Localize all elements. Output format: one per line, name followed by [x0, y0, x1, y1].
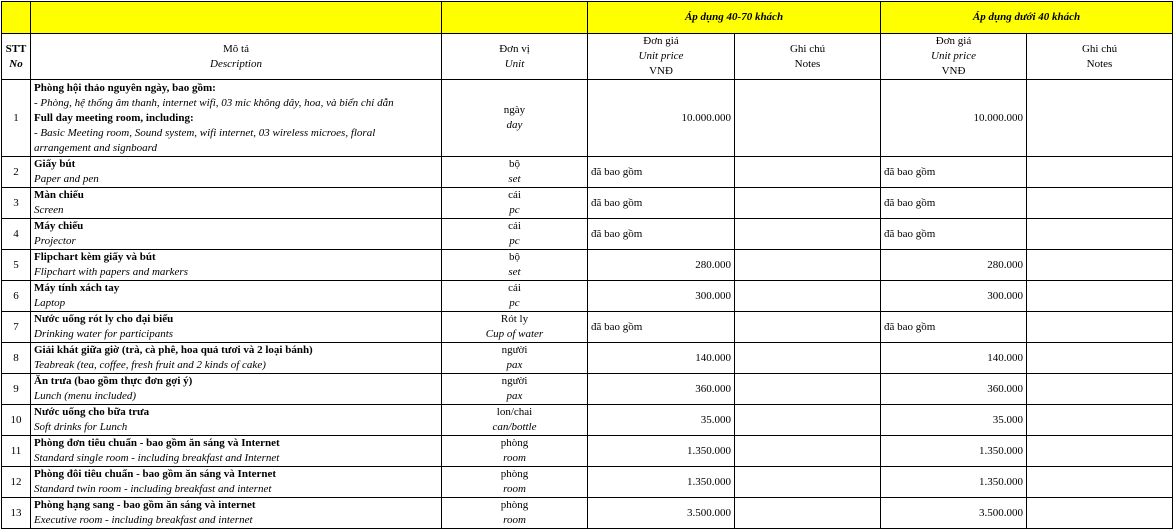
description-vi: Phòng hạng sang - bao gồm ăn sáng và internet: [34, 499, 256, 511]
price-group1: đã bao gồm: [588, 188, 735, 219]
row-description: [31, 281, 442, 312]
notes-group1: [735, 157, 881, 188]
description-en: Soft drinks for Lunch: [34, 421, 128, 433]
notes-group1: [735, 250, 881, 281]
table-row: [2, 188, 1173, 219]
notes-header-en: Notes: [794, 57, 821, 70]
description-en-title: Full day meeting room, including:: [34, 111, 194, 124]
description-vi: Flipchart kèm giấy và bút: [34, 251, 156, 263]
row-number: 13: [2, 498, 31, 529]
unit-header: [442, 34, 588, 80]
notes-group2: [1027, 343, 1173, 374]
table-row: [2, 436, 1173, 467]
row-description: [31, 312, 442, 343]
price-group1: 140.000: [588, 343, 735, 374]
row-unit: [442, 374, 588, 405]
description-en: Lunch (menu included): [34, 390, 137, 402]
description-en: Paper and pen: [34, 173, 99, 185]
table-rows: [2, 157, 1173, 529]
table-row: [2, 157, 1173, 188]
notes-group2: [1027, 157, 1173, 188]
row-unit: [442, 343, 588, 374]
price-group2: 10.000.000: [881, 80, 1027, 157]
row-description: [31, 219, 442, 250]
table-row: [2, 219, 1173, 250]
notes-group1: [735, 312, 881, 343]
row-unit: [442, 157, 588, 188]
description-vi: Màn chiếu: [34, 189, 84, 201]
group-header-row: [2, 2, 1173, 34]
notes-header-vi: Ghi chú: [789, 42, 826, 55]
price-group1: đã bao gồm: [588, 157, 735, 188]
row-description: [31, 436, 442, 467]
notes-group1: [735, 343, 881, 374]
price-header-currency: VNĐ: [649, 65, 673, 77]
row-number: 5: [2, 250, 31, 281]
description-vi: Phòng đơn tiêu chuẩn - bao gồm ăn sáng và Internet: [34, 437, 280, 449]
header-blank-cell: [2, 2, 31, 34]
unit-vi: Rót ly: [500, 313, 529, 325]
unit-en: pc: [509, 235, 520, 247]
row-number: 2: [2, 157, 31, 188]
description-vi: Giấy bút: [34, 158, 76, 170]
table-row: [2, 80, 1173, 157]
unit-en: room: [503, 483, 526, 495]
notes-group2: [1027, 374, 1173, 405]
notes-group1: [735, 281, 881, 312]
description-vi: Ăn trưa (bao gồm thực đơn gợi ý): [34, 375, 193, 387]
group-header-under-40: Áp dụng dưới 40 khách: [881, 2, 1173, 34]
row-number: 3: [2, 188, 31, 219]
price-header-en: Unit price: [638, 50, 684, 62]
price-group2: đã bao gồm: [881, 188, 1027, 219]
price-group1: 300.000: [588, 281, 735, 312]
group-header-40-70: Áp dụng 40-70 khách: [588, 2, 881, 34]
row-number: 7: [2, 312, 31, 343]
notes-header-vi: Ghi chú: [1081, 42, 1118, 55]
row-unit: [442, 498, 588, 529]
price-group2: 300.000: [881, 281, 1027, 312]
unit-en: day: [506, 119, 523, 131]
unit-en: Cup of water: [485, 328, 544, 340]
description-vi: Giải khát giữa giờ (trà, cà phê, hoa quả tươi và 2 loại bánh): [34, 344, 313, 356]
table-row: [2, 498, 1173, 529]
unit-en: can/bottle: [492, 421, 537, 433]
description-en: Standard twin room - including breakfast and internet: [34, 483, 272, 495]
price-group2: 1.350.000: [881, 467, 1027, 498]
description-en: Drinking water for participants: [34, 328, 174, 340]
notes-header-group2: [1027, 34, 1173, 80]
notes-group1: [735, 498, 881, 529]
unit-en: set: [508, 266, 521, 278]
unit-en: pc: [509, 297, 520, 309]
unit-en: room: [503, 452, 526, 464]
row-description: [31, 250, 442, 281]
price-group1: đã bao gồm: [588, 312, 735, 343]
description-header-en: Description: [210, 57, 262, 70]
description-detail-vi: - Phòng, hệ thống âm thanh, internet wifi, 03 mic không dây, hoa, và biển chỉ dẫn: [34, 96, 394, 109]
notes-group2: [1027, 80, 1173, 157]
price-header-group1: [588, 34, 735, 80]
unit-header-vi: Đơn vị: [499, 42, 530, 55]
notes-header-group1: [735, 34, 881, 80]
notes-group1: [735, 405, 881, 436]
row-number: 10: [2, 405, 31, 436]
description-detail-en: - Basic Meeting room, Sound system, wifi internet, 03 wireless microes, floral: [34, 126, 376, 139]
unit-vi: người: [501, 344, 528, 356]
unit-en: pax: [506, 390, 523, 402]
description-en: Standard single room - including breakfast and Internet: [34, 452, 280, 464]
price-table: [1, 1, 1173, 529]
unit-en: pax: [506, 359, 523, 371]
price-header-vi: Đơn giá: [935, 35, 972, 47]
description-detail-en-cont: arrangement and signboard: [34, 141, 158, 154]
price-header-vi: Đơn giá: [643, 35, 679, 47]
stt-header-en: No: [9, 57, 23, 70]
table-row: [2, 405, 1173, 436]
notes-group1: [735, 188, 881, 219]
row-number: 9: [2, 374, 31, 405]
unit-vi: bộ: [509, 158, 520, 170]
row-unit: [442, 405, 588, 436]
row-unit: [442, 436, 588, 467]
row-description: [31, 157, 442, 188]
row-unit: [442, 281, 588, 312]
description-en: Executive room - including breakfast and internet: [34, 514, 253, 526]
price-group2: 140.000: [881, 343, 1027, 374]
description-en: Laptop: [34, 297, 66, 309]
price-group2: đã bao gồm: [881, 157, 1027, 188]
row-unit: [442, 80, 588, 157]
row-description: [31, 80, 442, 157]
unit-vi: người: [501, 375, 528, 387]
price-group2: 1.350.000: [881, 436, 1027, 467]
table-row: [2, 312, 1173, 343]
notes-group2: [1027, 281, 1173, 312]
description-vi: Phòng hội thảo nguyên ngày, bao gồm:: [34, 81, 216, 94]
price-group2: đã bao gồm: [881, 312, 1027, 343]
unit-en: set: [508, 173, 521, 185]
description-header-vi: Mô tả: [223, 42, 249, 55]
notes-group2: [1027, 219, 1173, 250]
notes-group2: [1027, 250, 1173, 281]
notes-group2: [1027, 188, 1173, 219]
row-unit: [442, 188, 588, 219]
unit-vi: lon/chai: [496, 406, 533, 418]
description-en: Flipchart with papers and markers: [34, 266, 188, 278]
unit-en: pc: [509, 204, 520, 216]
price-group1: 1.350.000: [588, 436, 735, 467]
description-en: Projector: [34, 235, 76, 247]
notes-group2: [1027, 467, 1173, 498]
table-row: [2, 250, 1173, 281]
row-unit: [442, 219, 588, 250]
notes-group1: [735, 80, 881, 157]
description-en: Teabreak (tea, coffee, fresh fruit and 2 kinds of cake): [34, 359, 266, 371]
unit-vi: cái: [508, 189, 521, 201]
description-header: [31, 34, 442, 80]
table-row: [2, 343, 1173, 374]
row-number: 4: [2, 219, 31, 250]
row-description: [31, 467, 442, 498]
table-row: [2, 281, 1173, 312]
price-group1: 360.000: [588, 374, 735, 405]
price-header-en: Unit price: [931, 50, 976, 62]
description-vi: Phòng đôi tiêu chuẩn - bao gồm ăn sáng và Internet: [34, 468, 277, 480]
unit-vi: cái: [508, 282, 521, 294]
row-unit: [442, 467, 588, 498]
price-group2: đã bao gồm: [881, 219, 1027, 250]
notes-group1: [735, 436, 881, 467]
notes-group1: [735, 467, 881, 498]
description-en: Screen: [34, 204, 64, 216]
price-group1: 35.000: [588, 405, 735, 436]
price-header-currency: VNĐ: [941, 65, 966, 77]
row-number: 12: [2, 467, 31, 498]
description-vi: Máy tính xách tay: [34, 282, 120, 294]
price-group2: 35.000: [881, 405, 1027, 436]
row-unit: [442, 312, 588, 343]
notes-group1: [735, 374, 881, 405]
row-number: 1: [2, 80, 31, 157]
price-group1: 10.000.000: [588, 80, 735, 157]
price-group1: 280.000: [588, 250, 735, 281]
stt-header-vi: STT: [5, 42, 27, 55]
row-number: 8: [2, 343, 31, 374]
table-row: [2, 374, 1173, 405]
unit-header-en: Unit: [504, 57, 525, 70]
row-number: 11: [2, 436, 31, 467]
unit-vi: bộ: [509, 251, 520, 263]
unit-vi: phòng: [500, 499, 529, 511]
notes-group2: [1027, 498, 1173, 529]
price-group1: 1.350.000: [588, 467, 735, 498]
unit-vi: cái: [508, 220, 521, 232]
header-blank-cell: [31, 2, 442, 34]
stt-header: [2, 34, 31, 80]
notes-group2: [1027, 405, 1173, 436]
row-description: [31, 498, 442, 529]
header-blank-cell: [442, 2, 588, 34]
description-vi: Nước uống rót ly cho đại biểu: [34, 313, 174, 325]
unit-en: room: [503, 514, 526, 526]
row-description: [31, 343, 442, 374]
notes-header-en: Notes: [1086, 57, 1113, 70]
description-vi: Máy chiếu: [34, 220, 84, 232]
row-description: [31, 188, 442, 219]
price-group1: 3.500.000: [588, 498, 735, 529]
unit-vi: phòng: [500, 468, 529, 480]
column-header-row: [2, 34, 1173, 80]
description-vi: Nước uống cho bữa trưa: [34, 406, 150, 418]
row-description: [31, 374, 442, 405]
price-group2: 3.500.000: [881, 498, 1027, 529]
price-group2: 360.000: [881, 374, 1027, 405]
notes-group2: [1027, 436, 1173, 467]
row-number: 6: [2, 281, 31, 312]
notes-group2: [1027, 312, 1173, 343]
price-header-group2: [881, 34, 1027, 80]
price-group2: 280.000: [881, 250, 1027, 281]
notes-group1: [735, 219, 881, 250]
row-unit: [442, 250, 588, 281]
row-description: [31, 405, 442, 436]
unit-vi: phòng: [500, 437, 529, 449]
price-group1: đã bao gồm: [588, 219, 735, 250]
unit-vi: ngày: [503, 104, 526, 116]
table-row: [2, 467, 1173, 498]
